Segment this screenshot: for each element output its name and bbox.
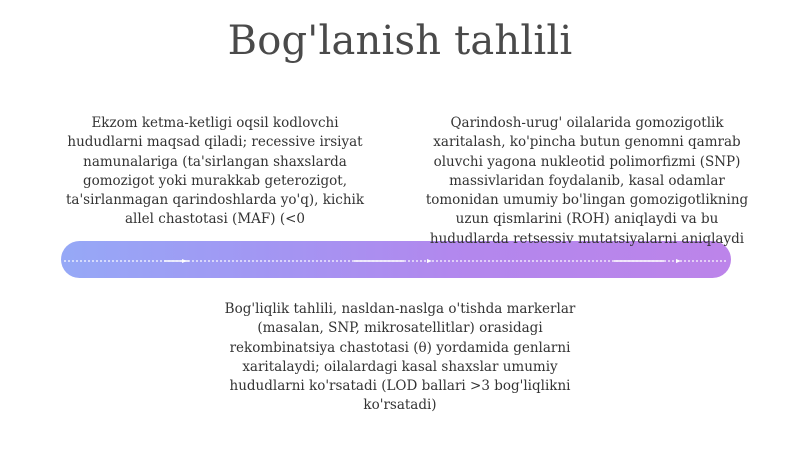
- slide-title: Bog'lanish tahlili: [227, 18, 573, 64]
- timeline-arrow-line: [64, 259, 728, 261]
- arrow-head-icon: [676, 259, 681, 263]
- arrow-head-icon: [182, 259, 187, 263]
- linkage-analysis-text: Bog'liqlik tahlili, nasldan-naslga o'tishda markerlar (masalan, SNP, mikrosatellitlar) orasidagi rekombinatsiya chastotasi (θ) yordamida genlarni xaritalaydi; oilalardagi kasal shaxslar umumiy hududlarni ko'rsatadi (LOD ballari >3 bog'liqlikni ko'rsatadi): [224, 301, 576, 414]
- arrow-head-icon: [427, 259, 432, 263]
- timeline-arrow-svg: [64, 259, 728, 263]
- exome-sequencing-text: Ekzom ketma-ketligi oqsil kodlovchi hududlarni maqsad qiladi; recessive irsiyat namunalariga (ta'sirlangan shaxslarda gomozigot yoki murakkab geterozigot, ta'sirlanmagan qarindoshlarda yo'q), kichik allel chastotasi (MAF) (<0: [65, 115, 365, 228]
- homozygosity-mapping-text: Qarindosh-urug' oilalarida gomozigotlik xaritalash, ko'pincha butun genomni qamrab oluvchi yagona nukleotid polimorfizmi (SNP) massivlaridan foydalanib, kasal odamlar tomonidan umumiy bo'lingan gomozigotlikning uzun qismlarini (ROH) aniqlaydi va bu hududlarda retsessiv mutatsiyalarni aniqlaydi: [425, 115, 749, 247]
